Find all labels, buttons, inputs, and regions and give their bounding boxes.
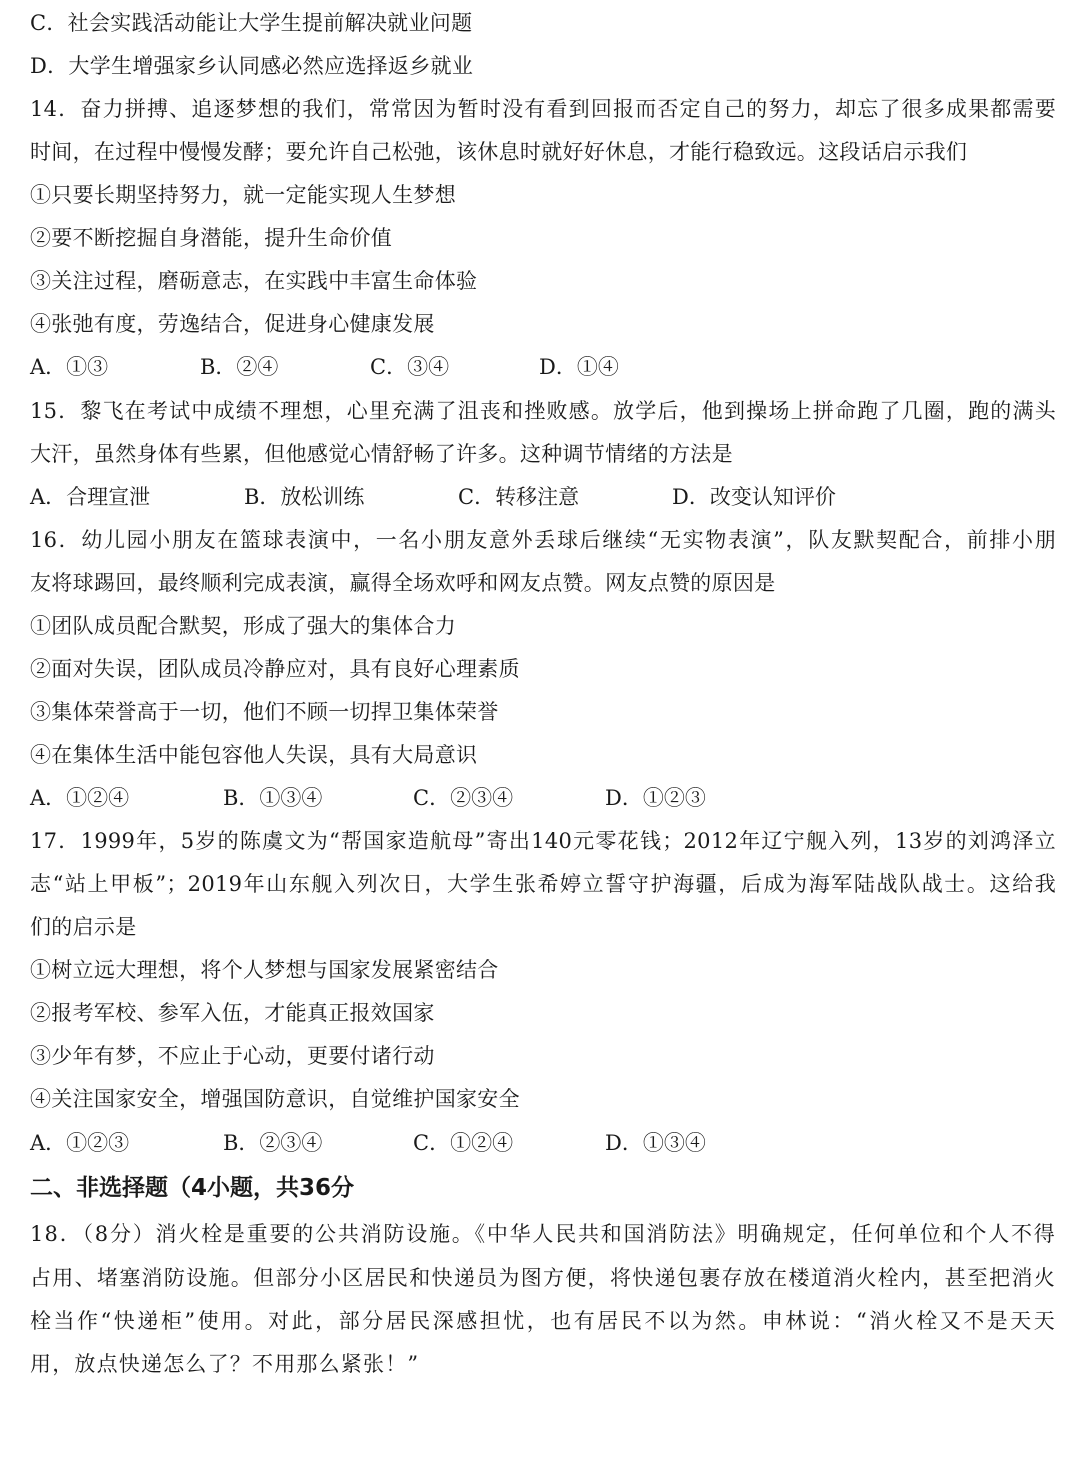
q17-stem-line-2: 志“站上甲板”；2019年山东舰入列次日，大学生张希婷立誓守护海疆，后成为海军陆战队战士。这给我	[30, 872, 1056, 896]
q15-stem-line-1: 15．黎飞在考试中成绩不理想，心里充满了沮丧和挫败感。放学后，他到操场上拼命跑了几圈，跑的满头	[30, 399, 1056, 423]
q17-statement-4: ④关注国家安全，增强国防意识，自觉维护国家安全	[30, 1087, 520, 1111]
q17-statement-1: ①树立远大理想，将个人梦想与国家发展紧密结合	[30, 958, 499, 982]
q16-statement-1: ①团队成员配合默契，形成了强大的集体合力	[30, 614, 456, 638]
q13-option-d: D．大学生增强家乡认同感必然应选择返乡就业	[30, 54, 474, 78]
q17-option-c: C．①②④	[413, 1131, 514, 1155]
q14-option-a: A．①③	[30, 355, 109, 379]
q16-statement-4: ④在集体生活中能包容他人失误，具有大局意识	[30, 743, 478, 767]
q18-stem-line-4: 用，放点快递怎么了？不用那么紧张！”	[30, 1352, 420, 1376]
q15-stem-line-2: 大汗，虽然身体有些累，但他感觉心情舒畅了许多。这种调节情绪的方法是	[30, 442, 733, 466]
q16-option-b: B．①③④	[223, 786, 323, 810]
q17-option-d: D．①③④	[605, 1131, 706, 1155]
q14-statement-4: ④张弛有度，劳逸结合，促进身心健康发展	[30, 312, 435, 336]
q17-stem-line-3: 们的启示是	[30, 915, 137, 939]
q16-stem-line-2: 友将球踢回，最终顺利完成表演，赢得全场欢呼和网友点赞。网友点赞的原因是	[30, 571, 776, 595]
q16-option-d: D．①②③	[605, 786, 706, 810]
q14-statement-2: ②要不断挖掘自身潜能，提升生命价值	[30, 226, 393, 250]
q16-statement-2: ②面对失误，团队成员冷静应对，具有良好心理素质	[30, 657, 520, 681]
q18-stem-line-1: 18．（8分）消火栓是重要的公共消防设施。《中华人民共和国消防法》明确规定，任何单位和个人不得	[30, 1222, 1056, 1246]
q15-option-a: A．合理宣泄	[30, 485, 151, 509]
q18-stem-line-2: 占用、堵塞消防设施。但部分小区居民和快递员为图方便，将快递包裹存放在楼道消火栓内，甚至把消火	[30, 1266, 1056, 1290]
q16-statement-3: ③集体荣誉高于一切，他们不顾一切捍卫集体荣誉	[30, 700, 499, 724]
q13-option-c: C．社会实践活动能让大学生提前解决就业问题	[30, 11, 473, 35]
q14-statement-3: ③关注过程，磨砺意志，在实践中丰富生命体验	[30, 269, 478, 293]
q15-option-d: D．改变认知评价	[672, 485, 836, 509]
q18-stem-line-3: 栓当作“快递柜”使用。对此，部分居民深感担忧，也有居民不以为然。申林说：“消火栓又不是天天	[30, 1309, 1056, 1333]
q14-option-b: B．②④	[200, 355, 279, 379]
q16-option-c: C．②③④	[413, 786, 514, 810]
q15-option-b: B．放松训练	[244, 485, 365, 509]
q14-option-c: C．③④	[370, 355, 450, 379]
q15-option-c: C．转移注意	[458, 485, 580, 509]
q17-option-b: B．②③④	[223, 1131, 323, 1155]
q14-option-d: D．①④	[539, 355, 619, 379]
q16-option-a: A．①②④	[30, 786, 130, 810]
q17-statement-2: ②报考军校、参军入伍，才能真正报效国家	[30, 1001, 435, 1025]
q17-stem-line-1: 17．1999年，5岁的陈虞文为“帮国家造航母”寄出140元零花钱；2012年辽宁舰入列，13岁的刘鸿泽立	[30, 829, 1056, 853]
q16-stem-line-1: 16．幼儿园小朋友在篮球表演中，一名小朋友意外丢球后继续“无实物表演”，队友默契配合，前排小朋	[30, 528, 1056, 552]
q14-stem-line-2: 时间，在过程中慢慢发酵；要允许自己松弛，该休息时就好好休息，才能行稳致远。这段话启示我们	[30, 140, 968, 164]
q14-statement-1: ①只要长期坚持努力，就一定能实现人生梦想	[30, 183, 456, 207]
q17-statement-3: ③少年有梦，不应止于心动，更要付诸行动	[30, 1044, 435, 1068]
q14-stem-line-1: 14．奋力拼搏、追逐梦想的我们，常常因为暂时没有看到回报而否定自己的努力，却忘了很多成果都需要	[30, 97, 1056, 121]
section-heading: 二、非选择题（4小题，共36分	[30, 1175, 355, 1201]
q17-option-a: A．①②③	[30, 1131, 130, 1155]
